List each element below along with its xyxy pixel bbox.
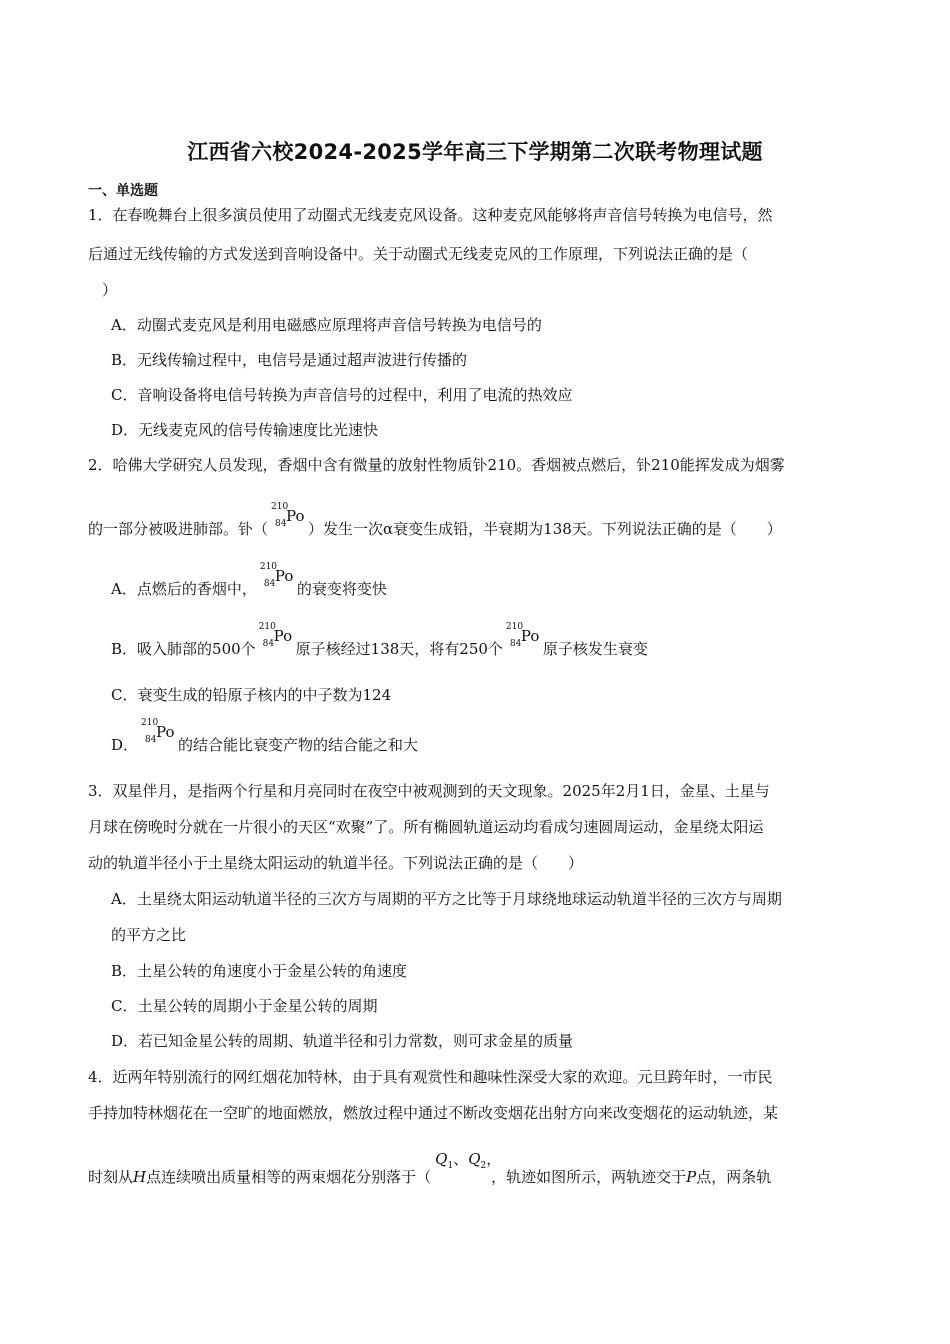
- q2-stem-text: 的一部分被吸进肺部。钋（: [88, 520, 269, 538]
- q2-stem-line-1: 2．哈佛大学研究人员发现，香烟中含有微量的放射性物质钋210。香烟被点燃后，钋210能挥发成为烟雾: [88, 456, 785, 474]
- q3-option-a-line-1: A．土星绕太阳运动轨道半径的三次方与周期的平方之比等于月球绕地球运动轨道半径的三次方与周期: [111, 890, 782, 908]
- q3-option-b: B．土星公转的角速度小于金星公转的角速度: [111, 962, 408, 980]
- polonium-nuclide-symbol: 210 84 Po: [141, 718, 175, 745]
- q4-stem-line-1: 4．近两年特别流行的网红烟花加特林，由于具有观赏性和趣味性深受大家的欢迎。元旦跨年时，一市民: [88, 1068, 773, 1086]
- point-p-label: P: [686, 1168, 697, 1186]
- q3-option-a-line-2: 的平方之比: [111, 926, 187, 944]
- q2-option-d: D． 210 84 Po 的结合能比衰变产物的结合能之和大: [111, 718, 419, 754]
- q4-stem-line-3: 时刻从H点连续喷出质量相等的两束烟花分别落于（ $Q_1$、$Q_2$， ，轨迹如图所示，两轨迹交于P点，两条轨: [88, 1150, 772, 1186]
- q2-stem-line-2: [88, 502, 782, 539]
- polonium-nuclide-symbol: 210 84 Po: [258, 622, 293, 649]
- page-title: 江西省六校2024-2025学年高三下学期第二次联考物理试题: [187, 140, 763, 164]
- q3-stem-line-3: 动的轨道半径小于土星绕太阳运动的轨道半径。下列说法正确的是（ ）: [88, 854, 584, 872]
- q1-stem-line-3: ）: [102, 281, 118, 299]
- q1-option-a: A．动圈式麦克风是利用电磁感应原理将声音信号转换为电信号的: [111, 316, 542, 334]
- q2-option-a: A．点燃后的香烟中， 210 84 Po 的衰变将变快: [111, 562, 387, 598]
- section-heading: 一、单选题: [88, 183, 158, 199]
- q1-option-b: B．无线传输过程中，电信号是通过超声波进行传播的: [111, 351, 468, 369]
- q1-option-c: C．音响设备将电信号转换为声音信号的过程中，利用了电流的热效应: [111, 386, 573, 404]
- q1-stem-line-1: 1．在春晚舞台上很多演员使用了动圈式无线麦克风设备。这种麦克风能够将声音信号转换为电信号，然: [88, 206, 773, 224]
- q3-stem-line-2: 月球在傍晚时分就在一片很小的天区“欢聚”了。所有椭圆轨道运动均看成匀速圆周运动，金星绕太阳运: [88, 818, 764, 836]
- q2-stem-text-end: ）发生一次α衰变生成铅，半衰期为138天。下列说法正确的是（ ）: [308, 520, 782, 538]
- q3-option-d: D．若已知金星公转的周期、轨道半径和引力常数，则可求金星的质量: [111, 1032, 574, 1050]
- polonium-nuclide-symbol: 210 84 Po: [259, 562, 294, 589]
- q2-option-b: B．吸入肺部的500个 210 84 Po 原子核经过138天，将有250个 210 84 Po 原子核发生衰变: [111, 622, 648, 658]
- q3-stem-line-1: 3．双星伴月，是指两个行星和月亮同时在夜空中被观测到的天文现象。2025年2月1日，金星、土星与: [88, 782, 770, 800]
- polonium-nuclide-symbol: 210 84 Po: [271, 502, 305, 529]
- q3-option-c: C．土星公转的周期小于金星公转的周期: [111, 997, 378, 1015]
- q1-stem-line-2: 后通过无线传输的方式发送到音响设备中。关于动圈式无线麦克风的工作原理，下列说法正确的是（: [88, 245, 749, 263]
- point-h-label: H: [133, 1168, 147, 1186]
- q4-stem-line-2: 手持加特林烟花在一空旷的地面燃放，燃放过程中通过不断改变烟花出射方向来改变烟花的运动轨迹，某: [88, 1104, 779, 1122]
- q2-option-c: C．衰变生成的铅原子核内的中子数为124: [111, 686, 392, 704]
- polonium-nuclide-symbol: 210 84 Po: [505, 622, 540, 649]
- landing-points-label: $Q_1$、$Q_2$，: [435, 1150, 502, 1171]
- q1-option-d: D．无线麦克风的信号传输速度比光速快: [111, 421, 379, 439]
